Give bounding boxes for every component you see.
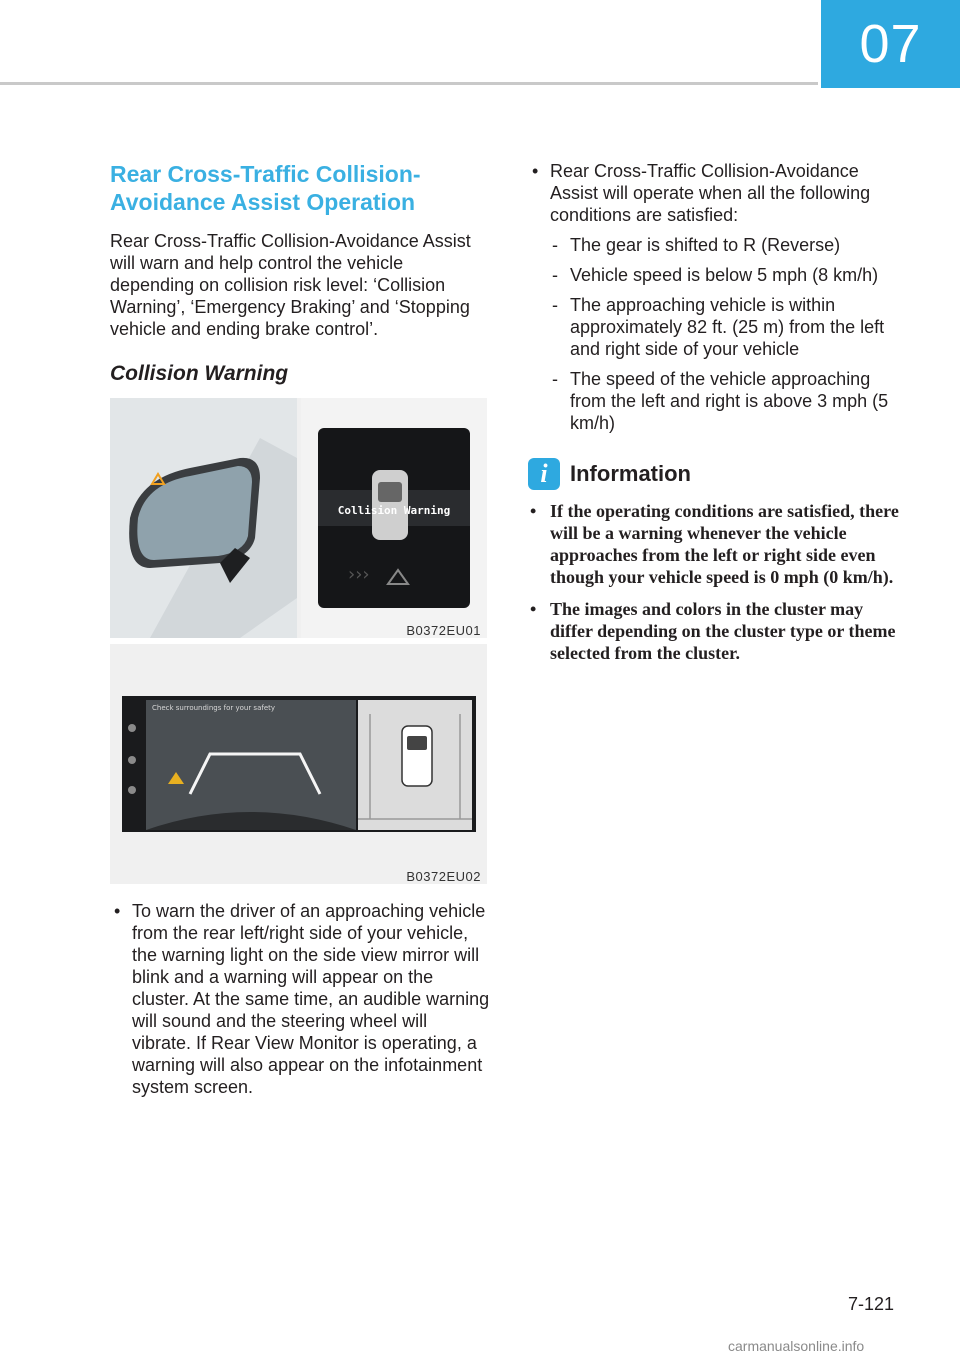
condition-item: - The approaching vehicle is within approximately 82 ft. (25 m) from the left and right side of your vehicle (550, 294, 908, 360)
list-item (528, 160, 908, 434)
conditions-list (550, 234, 908, 434)
figure-rear-view-monitor (110, 644, 487, 884)
figure-code: B0372EU02 (406, 869, 481, 884)
page-number: 7-121 (848, 1294, 895, 1314)
condition-item: - The speed of the vehicle approaching from the left and right is above 3 mph (5 km/h) (550, 368, 908, 434)
rear-view-monitor-illustration (110, 644, 487, 884)
monitor-caption: Check surroundings for your safety (152, 704, 276, 712)
watermark: carmanualsonline.info (728, 1338, 865, 1354)
svg-text:›››: ››› (348, 564, 370, 585)
subsection-title: Collision Warning (110, 362, 289, 385)
mirror-cluster-illustration (110, 398, 487, 638)
conditions-intro: Rear Cross-Traffic Collision-Avoidance Assist will operate when all the following conditions are satisfied: (550, 161, 871, 225)
list-item: • To warn the driver of an approaching vehicle from the rear left/right side of your vehicle, the warning light on the side view mirror will blink and a warning will appear on the cluster. At the same time, an audible warning will sound and the steering wheel will vibrate. If Rear View Monitor is operating, a warning will also appear on the infotainment system screen. (110, 900, 490, 1098)
chapter-tab: 07 (821, 0, 960, 88)
figure-code: B0372EU01 (406, 623, 481, 638)
info-icon: i (528, 458, 560, 490)
intro-paragraph: Rear Cross-Traffic Collision-Avoidance Assist will warn and help control the vehicle depending on collision risk level: ‘Collision Warning’, ‘Emergency Braking’ and ‘Stopping vehicle and ending brake control’. (110, 231, 471, 339)
section-title: Rear Cross-Traffic Collision-Avoidance Assist Operation (110, 161, 421, 215)
info-item: • If the operating conditions are satisfied, there will be a warning whenever the vehicle approaches from the left or right side even though your vehicle speed is 0 mph (0 km/h). (528, 500, 908, 588)
right-bullet-list (528, 160, 908, 434)
right-column (528, 160, 908, 674)
info-title: Information (570, 461, 691, 486)
info-header (528, 458, 908, 490)
cluster-warning-text: Collision Warning (337, 504, 451, 517)
condition-item: - The gear is shifted to R (Reverse) (550, 234, 908, 256)
info-item: • The images and colors in the cluster may differ depending on the cluster type or theme selected from the cluster. (528, 598, 908, 664)
figure-mirror-cluster (110, 398, 487, 638)
left-column (110, 160, 490, 1108)
info-list (528, 500, 908, 664)
left-bullet-list (110, 900, 490, 1098)
condition-item: - Vehicle speed is below 5 mph (8 km/h) (550, 264, 908, 286)
header-rule (0, 82, 818, 85)
